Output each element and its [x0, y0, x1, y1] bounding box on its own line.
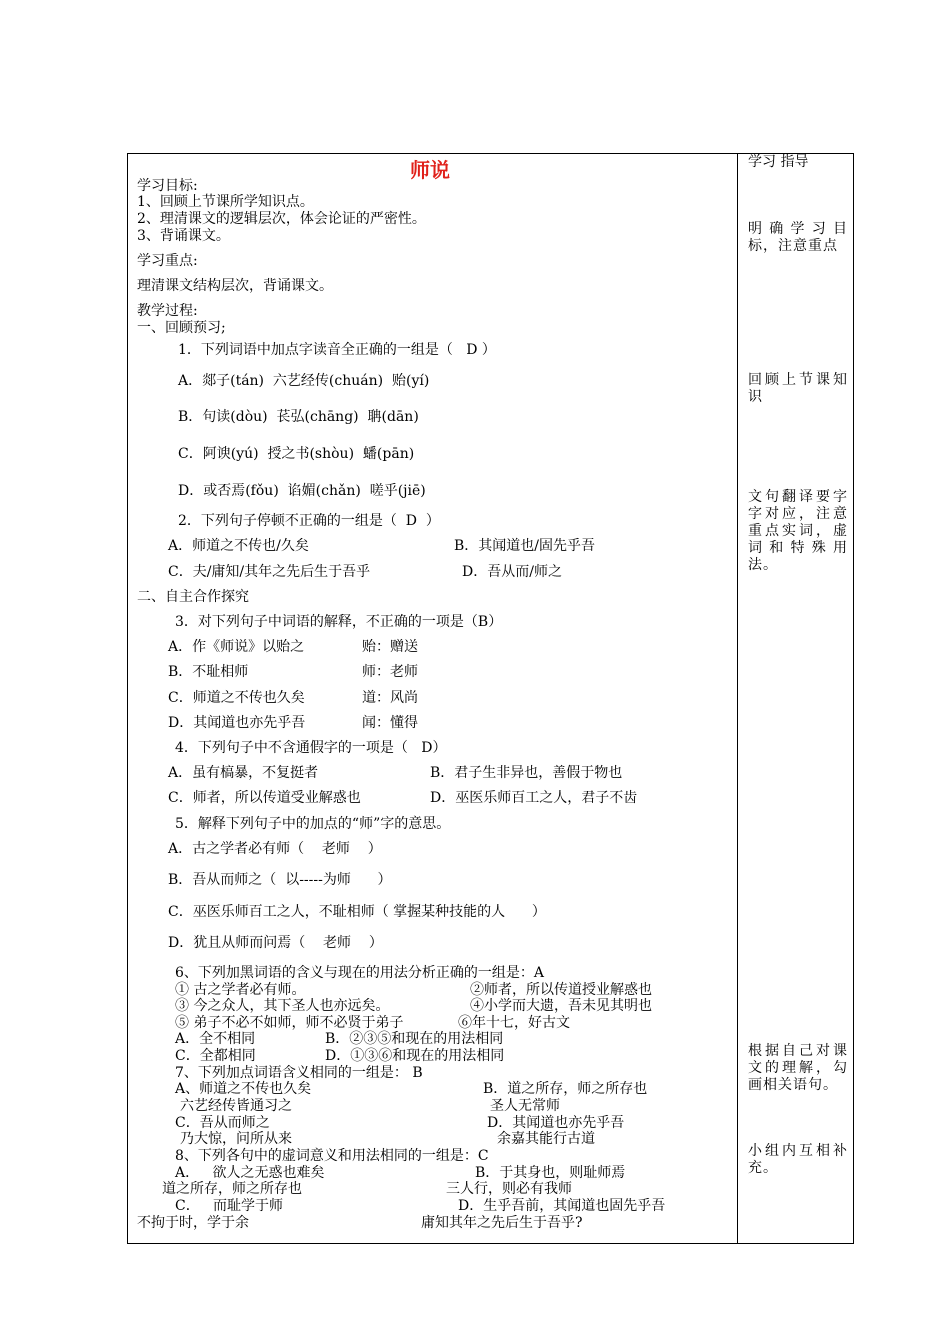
- question-option: C．巫医乐师百工之人，不耻相师（ 掌握某种技能的人 ）: [168, 904, 546, 920]
- question-option: D．吾从而/师之: [462, 564, 562, 580]
- question-explanation: 道：风尚: [362, 690, 418, 706]
- question-option: C． 而耻学于师: [175, 1198, 284, 1214]
- question-line: ① 古之学者必有师。: [175, 982, 306, 998]
- question-option: B．其闻道也/固先乎吾: [454, 538, 596, 554]
- key-points-heading: 学习重点:: [137, 253, 198, 269]
- question-stem: 6、下列加黑词语的含义与现在的用法分析正确的一组是：A: [175, 965, 545, 981]
- question-option: D．其闻道也亦先乎吾: [487, 1115, 625, 1131]
- question-stem: 1．下列词语中加点字读音全正确的一组是（ D ）: [178, 342, 496, 358]
- question-option: 圣人无常师: [490, 1098, 560, 1114]
- question-option: A．古之学者必有师（ 老师 ）: [168, 841, 382, 857]
- guidance-header: 学习 指导: [748, 154, 809, 170]
- question-option: A．郯子(tán) 六艺经传(chuán) 贻(yí): [178, 373, 430, 389]
- question-option: 乃大惊，问所从来: [180, 1131, 292, 1147]
- question-option: C．夫/庸知/其年之先后生于吾乎: [168, 564, 371, 580]
- question-stem: 4．下列句子中不含通假字的一项是（ D）: [175, 740, 447, 756]
- question-option: 六艺经传皆通习之: [180, 1098, 292, 1114]
- section-heading: 一、回顾预习;: [137, 320, 226, 336]
- question-option: C．师者，所以传道受业解惑也: [168, 790, 361, 806]
- question-stem: 3．对下列句子中词语的解释，不正确的一项是（B）: [175, 614, 503, 630]
- section-heading: 二、自主合作探究: [137, 589, 249, 605]
- question-option: C．吾从而师之: [175, 1115, 270, 1131]
- question-option: 庸知其年之先后生于吾乎?: [421, 1215, 583, 1231]
- question-option: 不拘于时，学于余: [137, 1215, 249, 1231]
- question-option: B．句读(dòu) 苌弘(chāng) 聃(dān): [178, 409, 419, 425]
- question-option: D．犹且从师而问焉（ 老师 ）: [168, 935, 383, 951]
- question-option: B．君子生非异也，善假于物也: [430, 765, 623, 781]
- guidance-note: 文句翻译要字字对应，注意重点实词，虚词和特殊用法。: [748, 489, 848, 573]
- guidance-note: 小组内互相补充。: [748, 1143, 848, 1176]
- question-explanation: 贻：赠送: [362, 639, 418, 655]
- objective-item: 2、理清课文的逻辑层次，体会论证的严密性。: [137, 211, 426, 227]
- column-divider: [737, 153, 738, 1244]
- question-option: B．道之所存，师之所存也: [483, 1081, 648, 1097]
- process-heading: 教学过程:: [137, 303, 198, 319]
- question-option: D．或否焉(fǒu) 谄媚(chǎn) 嗟乎(jiē): [178, 483, 426, 499]
- question-option: A．全不相同: [175, 1031, 256, 1047]
- question-option: D．巫医乐师百工之人，君子不齿: [430, 790, 638, 806]
- question-option: B．不耻相师: [168, 664, 249, 680]
- key-points-text: 理清课文结构层次，背诵课文。: [137, 278, 333, 294]
- question-option: C．阿谀(yú) 授之书(shòu) 蟠(pān): [178, 446, 415, 462]
- question-option: D．①③⑥和现在的用法相同: [325, 1048, 505, 1064]
- question-option: A、师道之不传也久矣: [175, 1081, 312, 1097]
- question-option: A．虽有槁暴，不复挺者: [168, 765, 319, 781]
- question-option: A．作《师说》以贻之: [168, 639, 305, 655]
- question-line: ②师者，所以传道授业解惑也: [470, 982, 652, 998]
- question-option: 余嘉其能行古道: [497, 1131, 595, 1147]
- question-explanation: 闻：懂得: [362, 715, 418, 731]
- page-title: 师说: [410, 158, 450, 182]
- question-option: A．师道之不传也/久矣: [168, 538, 309, 554]
- question-line: ④小学而大遗，吾未见其明也: [470, 998, 652, 1014]
- guidance-note: 回顾上节课知识: [748, 372, 848, 405]
- question-option: B．吾从而师之（ 以-----为师 ）: [168, 872, 392, 888]
- question-stem: 7、下列加点词语含义相同的一组是： B: [175, 1065, 423, 1081]
- question-option: 道之所存，师之所存也: [162, 1181, 302, 1197]
- objective-item: 1、回顾上节课所学知识点。: [137, 194, 314, 210]
- question-stem: 5．解释下列句子中的加点的“师”字的意思。: [175, 816, 451, 832]
- question-stem: 8、下列各句中的虚词意义和用法相同的一组是：C: [175, 1148, 489, 1164]
- question-stem: 2．下列句子停顿不正确的一组是（ D ）: [178, 513, 440, 529]
- question-option: A． 欲人之无惑也难矣: [175, 1165, 325, 1181]
- question-option: B．于其身也，则耻师焉: [475, 1165, 626, 1181]
- question-line: ⑥年十七，好古文: [458, 1015, 570, 1031]
- question-option: D．其闻道也亦先乎吾: [168, 715, 306, 731]
- question-line: ⑤ 弟子不必不如师，师不必贤于弟子: [175, 1015, 404, 1031]
- question-option: C．师道之不传也久矣: [168, 690, 305, 706]
- guidance-note: 明确学习目标，注意重点: [748, 221, 848, 254]
- guidance-note: 根据自己对课文的理解，勾画相关语句。: [748, 1043, 848, 1093]
- objectives-heading: 学习目标:: [137, 178, 198, 194]
- question-option: C．全都相同: [175, 1048, 256, 1064]
- question-explanation: 师：老师: [362, 664, 418, 680]
- question-option: 三人行，则必有我师: [446, 1181, 572, 1197]
- question-option: D．生乎吾前，其闻道也固先乎吾: [458, 1198, 666, 1214]
- objective-item: 3、背诵课文。: [137, 228, 230, 244]
- question-line: ③ 今之众人，其下圣人也亦远矣。: [175, 998, 390, 1014]
- question-option: B．②③⑤和现在的用法相同: [325, 1031, 504, 1047]
